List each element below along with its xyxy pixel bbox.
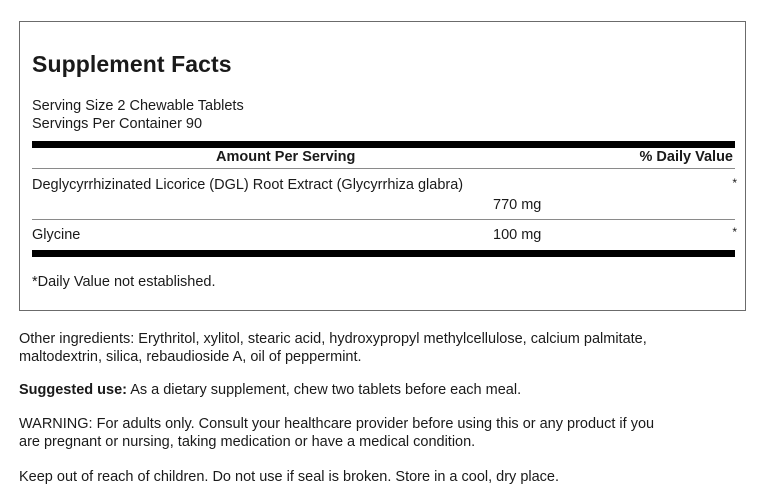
warning-line: WARNING: For adults only. Consult your healthcare provider before using this or any product if you — [19, 416, 655, 432]
nutrient-name: Deglycyrrhizinated Licorice (DGL) Root Extract (Glycyrrhiza glabra) — [32, 177, 464, 193]
nutrient-daily-value: * — [732, 225, 737, 239]
other-ingredients — [19, 330, 749, 366]
servings-per-container: Servings Per Container 90 — [32, 116, 203, 132]
facts-header-row — [32, 149, 735, 167]
daily-value-footnote: *Daily Value not established. — [32, 274, 216, 290]
suggested-use-text: As a dietary supplement, chew two tablets before each meal. — [126, 382, 522, 398]
warning-line: are pregnant or nursing, taking medication or have a medical condition. — [19, 434, 476, 450]
storage-notice: Keep out of reach of children. Do not use if seal is broken. Store in a cool, dry place. — [19, 469, 560, 485]
serving-size: Serving Size 2 Chewable Tablets — [32, 98, 244, 114]
suggested-use-label: Suggested use: — [19, 382, 127, 398]
other-ingredients-line: maltodextrin, silica, rebaudioside A, oil of peppermint. — [19, 349, 362, 365]
header-divider — [32, 168, 735, 169]
row-divider — [32, 219, 735, 220]
daily-value-header: % Daily Value — [639, 149, 733, 165]
suggested-use — [19, 381, 749, 399]
nutrient-daily-value: * — [732, 176, 737, 190]
facts-title: Supplement Facts — [32, 51, 232, 77]
supplement-facts-panel — [19, 21, 746, 311]
thick-divider-top — [32, 141, 735, 148]
other-ingredients-line: Other ingredients: Erythritol, xylitol, stearic acid, hydroxypropyl methylcellulose, calcium palmitate, — [19, 331, 647, 347]
amount-per-serving-header: Amount Per Serving — [216, 149, 356, 165]
nutrient-amount: 770 mg — [493, 197, 542, 213]
thick-divider-bottom — [32, 250, 735, 257]
warning — [19, 415, 749, 451]
nutrient-amount: 100 mg — [493, 227, 542, 243]
nutrient-name: Glycine — [32, 227, 81, 243]
